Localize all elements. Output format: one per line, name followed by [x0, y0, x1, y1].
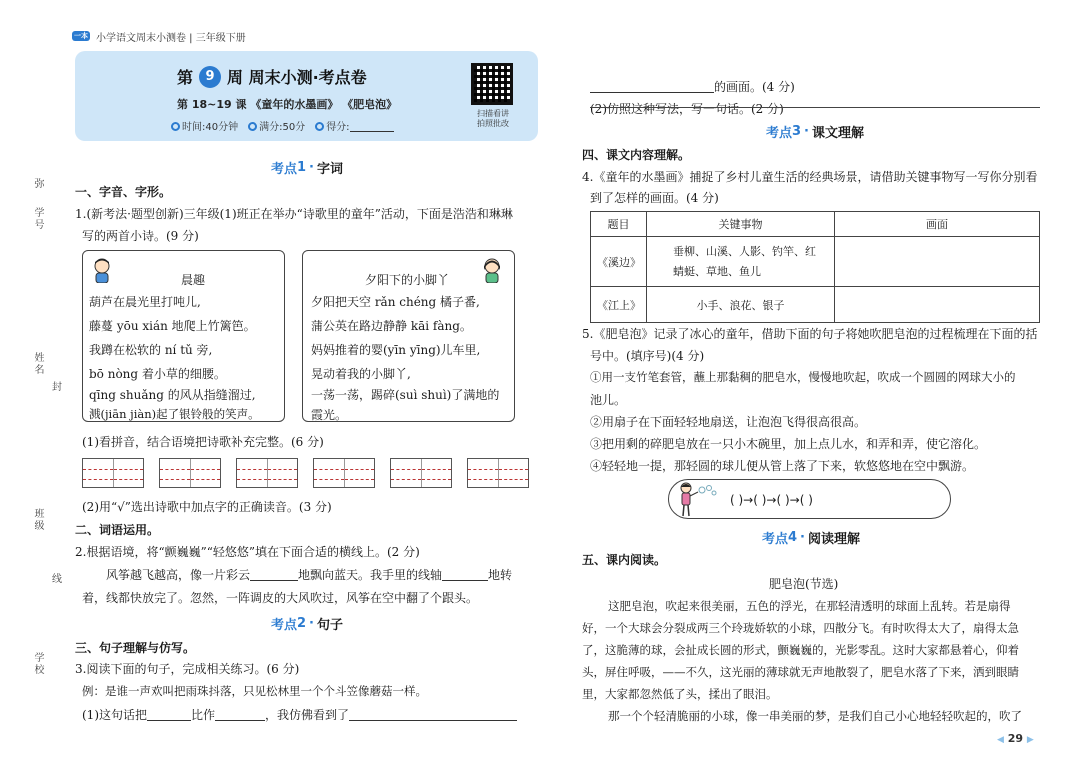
page-number	[997, 732, 1034, 745]
brand-logo: 一本	[74, 32, 88, 40]
table-header: 关键事物	[647, 212, 835, 237]
answer-grid[interactable]	[82, 458, 144, 488]
next-arrow-icon: ▶	[1026, 735, 1034, 745]
keyword-table	[590, 211, 1040, 323]
table-header: 题目	[591, 212, 647, 237]
passage-line: 里，大家都忽然低了头，揉出了眼泪。	[582, 687, 778, 701]
qr-code[interactable]	[471, 63, 513, 105]
section-3-title: 三、句子理解与仿写。	[75, 641, 196, 655]
q1-line1: 1.(新考法·题型创新)三年级(1)班正在举办“诗歌里的童年”活动，下面是浩浩和琳琳	[75, 207, 513, 221]
poem-1-title: 晨趣	[181, 273, 206, 287]
answer-grid[interactable]	[467, 458, 529, 488]
series-title: 小学语文周末小测卷 | 三年级下册	[96, 32, 246, 44]
poem-1-line: 藤蔓 yōu xián 地爬上竹篱笆。	[89, 319, 256, 333]
section-header-kp4: 考点 4 · 阅读理解	[761, 530, 861, 547]
boy-icon	[91, 257, 113, 283]
kp-name: 课文理解	[812, 126, 865, 141]
q3-sub2: (2)仿照这种写法，写一句话。(2 分)	[590, 102, 784, 116]
qr-caption-1: 扫描看讲	[477, 109, 509, 118]
qr-caption	[469, 109, 517, 129]
kp-word: 考点	[270, 162, 297, 177]
q2-part-a: 风筝越飞越高，像一片彩云	[106, 568, 251, 582]
week-badge: 9	[199, 66, 221, 88]
title-prefix: 第	[177, 68, 194, 87]
answer-grid[interactable]	[313, 458, 375, 488]
side-line: 线	[52, 574, 62, 585]
q3-part-a: (1)这句话把	[82, 708, 147, 722]
table-cell-scene[interactable]	[835, 287, 1040, 323]
time-info	[171, 118, 238, 133]
poem-2-line: 晃动着我的小脚丫,	[311, 367, 411, 381]
q3-text: 3.阅读下面的句子，完成相关练习。(6 分)	[75, 662, 300, 676]
poem-1-line: 溅(jiān jiàn)起了银铃般的笑声。	[89, 407, 260, 421]
score-label: 得分:	[326, 122, 350, 133]
poem-box-1	[82, 250, 285, 422]
full-score-info	[248, 118, 305, 133]
score-blank[interactable]	[350, 122, 394, 132]
q5-line1: 5.《肥皂泡》记录了冰心的童年，借助下面的句子将她吹肥皂泡的过程梳理在下面的括	[582, 327, 1038, 341]
poem-2-line: 夕阳把天空 rǎn chéng 橘子番,	[311, 295, 480, 309]
section-1-title: 一、字音、字形。	[75, 185, 172, 199]
table-cell-title: 《江上》	[591, 287, 647, 323]
side-number: 学号	[32, 207, 43, 231]
kp-num: 4	[788, 530, 798, 545]
answer-grid[interactable]	[159, 458, 221, 488]
q3-blank-2[interactable]	[215, 709, 265, 721]
q5-item: ①用一支竹笔套管，蘸上那黏稠的肥皂水，慢慢地吹起，吹成一个圆圆的网球大小的	[590, 370, 1016, 384]
poem-1-line: bō nòng 着小草的细腰。	[89, 367, 226, 381]
section-header-kp2: 考点 2 · 句子	[270, 616, 344, 633]
kp-name: 字词	[317, 162, 344, 177]
q3-part-b: 比作	[191, 708, 216, 722]
kp-name: 句子	[317, 618, 344, 633]
poem-2-line: 霞光。	[311, 408, 348, 422]
q5-item: 池儿。	[590, 393, 627, 407]
passage-line: 好，一个大球会分裂成两三个玲珑娇软的小球，四散分飞。有时吹得太大了，扇得太急	[582, 621, 1019, 635]
q3-blank-4[interactable]	[590, 81, 714, 93]
section-4-title: 四、课文内容理解。	[582, 148, 691, 162]
header-title	[177, 65, 367, 88]
q2-line2: 着，线都快放完了。忽然，一阵调皮的大风吹过，风筝在空中翻了个跟头。	[82, 591, 479, 605]
kp-word: 考点	[270, 618, 297, 633]
kp-name: 阅读理解	[808, 532, 861, 547]
q3-sub1-continued	[590, 78, 795, 95]
section-2-title: 二、词语运用。	[75, 523, 160, 537]
clock-icon	[171, 122, 180, 131]
q3-blank-3[interactable]	[349, 709, 517, 721]
kp-word: 考点	[765, 126, 792, 141]
q1-sub2: (2)用“√”选出诗歌中加点字的正确读音。(3 分)	[82, 500, 332, 514]
q2-text: 2.根据语境，将“颤巍巍”“轻悠悠”填在下面合适的横线上。(2 分)	[75, 545, 420, 559]
q3-sub1	[82, 706, 517, 723]
q3-part-c: ，我仿佛看到了	[265, 708, 350, 722]
side-name: 姓名	[32, 352, 43, 376]
q5-item: ②用扇子在下面轻轻地扇送，让泡泡飞得很高很高。	[590, 415, 867, 429]
kp-num: 2	[297, 616, 307, 631]
title-suffix: 周 周末小测·考点卷	[227, 68, 367, 87]
q5-item: ④轻轻地一提，那轻圆的球儿便从管上落了下来，软悠悠地在空中飘游。	[590, 459, 975, 473]
passage-title: 肥皂泡(节选)	[769, 577, 839, 591]
poem-2-line: 妈妈推着的婴(yīn yīng)儿车里,	[311, 343, 481, 357]
sequence-answer[interactable]: ( )→( )→( )→( )	[730, 493, 813, 507]
q2-blank-2[interactable]	[442, 569, 488, 581]
bubble-girl-icon	[672, 479, 724, 519]
kp-num: 3	[792, 124, 802, 139]
time-text: 时间:40分钟	[182, 122, 239, 133]
table-cell-key: 小手、浪花、银子	[647, 287, 835, 323]
poem-1-line: 葫芦在晨光里打吨儿,	[89, 295, 201, 309]
prev-arrow-icon: ◀	[997, 735, 1004, 745]
header-subtitle: 第 18~19 课 《童年的水墨画》 《肥皂泡》	[177, 98, 398, 111]
section-5-title: 五、课内阅读。	[582, 553, 667, 567]
q3-example: 例：是谁一声欢叫把雨珠抖落，只见松林里一个个斗笠像蘑菇一样。	[82, 684, 427, 698]
q1-line2: 写的两首小诗。(9 分)	[82, 229, 199, 243]
q1-sub1: (1)看拼音，结合语境把诗歌补充完整。(6 分)	[82, 435, 324, 449]
header-meta	[171, 118, 394, 133]
q3-blank-1[interactable]	[147, 709, 191, 721]
score-info	[315, 118, 393, 133]
check-icon	[315, 122, 324, 131]
poem-2-line: 一荡一荡，踢碎(suì shuì)了满地的	[311, 388, 500, 402]
passage-line: 了，这脆薄的球，会扯成长圆的形式，颤巍巍的，光影零乱。这时大家都悬着心，仰着	[582, 643, 1019, 657]
page-number-text: 29	[1007, 732, 1024, 745]
table-cell-title: 《溪边》	[591, 237, 647, 287]
table-cell-key: 垂柳、山溪、人影、钓竿、红蜻蜓、草地、鱼儿	[647, 237, 835, 287]
q5-item: ③把用剩的碎肥皂放在一只小木碗里，加上点儿水，和弄和弄，使它溶化。	[590, 437, 987, 451]
poem-box-2	[302, 250, 515, 422]
q3-end-text: 的画面。(4 分)	[714, 80, 795, 94]
q5-line2: 号中。(填序号)(4 分)	[590, 349, 705, 363]
kp-num: 1	[297, 160, 307, 175]
passage-line: 这肥皂泡，吹起来很美丽，五色的浮光，在那轻清透明的球面上乱转。若是扇得	[608, 599, 1011, 613]
header-card	[75, 51, 538, 141]
q2-part-b: 地飘向蓝天。我手里的线轴	[298, 568, 443, 582]
section-header-kp3: 考点 3 · 课文理解	[765, 124, 865, 141]
table-header: 画面	[835, 212, 1040, 237]
side-school: 学校	[32, 652, 43, 676]
side-class: 班级	[32, 508, 43, 532]
passage-line: 那一个个轻清脆丽的小球，像一串美丽的梦，是我们自己小心地轻轻吹起的，吹了	[608, 709, 1022, 723]
answer-grid[interactable]	[236, 458, 298, 488]
q2-blank-1[interactable]	[250, 569, 298, 581]
answer-grid[interactable]	[390, 458, 452, 488]
side-mi: 弥	[32, 178, 43, 190]
top-strip	[72, 29, 246, 43]
kp-word: 考点	[761, 532, 788, 547]
poem-1-line: qīng shuǎng 的风从指缝溜过,	[89, 388, 256, 402]
poem-2-line: 蒲公英在路边静静 kāi fàng。	[311, 319, 472, 333]
passage-line: 头，屏住呼吸，——不久，这光丽的薄球就无声地散裂了，肥皂水落了下来，洒到眼睛	[582, 665, 1019, 679]
q2-line1	[106, 566, 512, 583]
table-cell-scene[interactable]	[835, 237, 1040, 287]
full-score-text: 满分:50分	[259, 122, 306, 133]
q4-line2: 到了怎样的画面。(4 分)	[590, 191, 719, 205]
q4-line1: 4.《童年的水墨画》捕捉了乡村儿童生活的经典场景，请借助关键事物写一写你分别看	[582, 170, 1038, 184]
section-header-kp1: 考点 1 · 字词	[270, 160, 344, 177]
side-seal: 封	[52, 382, 62, 393]
girl-icon	[481, 257, 503, 283]
qr-caption-2: 拍照批改	[477, 119, 509, 128]
poem-1-line: 我蹲在松软的 ní tǔ 旁,	[89, 343, 213, 357]
poem-2-title: 夕阳下的小脚丫	[365, 273, 450, 287]
q2-part-c: 地转	[488, 568, 513, 582]
person-icon	[248, 122, 257, 131]
q3-answer-line[interactable]	[590, 107, 1040, 108]
